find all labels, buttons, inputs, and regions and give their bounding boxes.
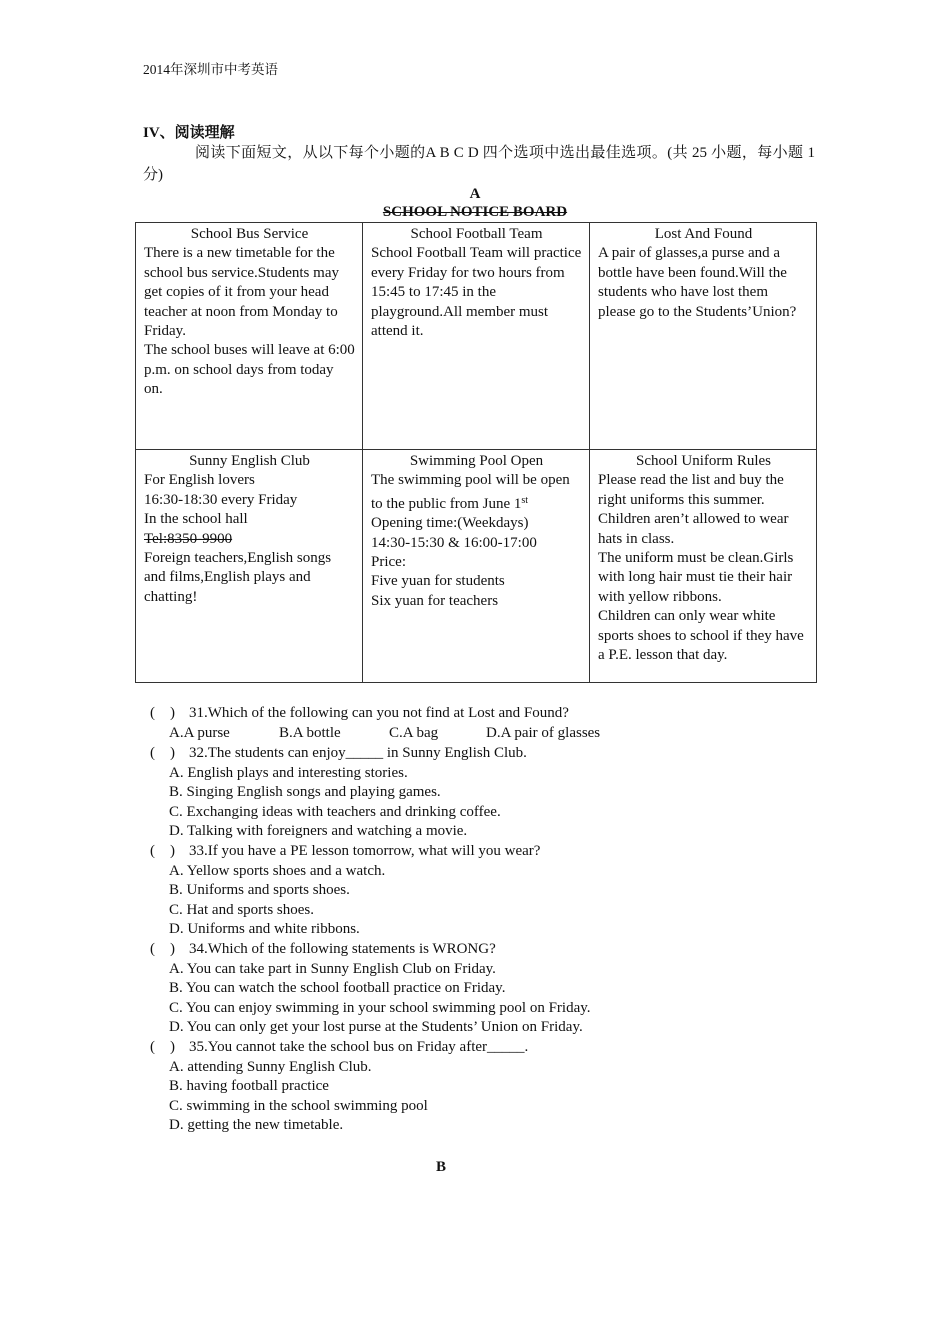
option-c: C. Hat and sports shoes. xyxy=(169,901,314,918)
notice-title: School Football Team xyxy=(410,226,543,242)
option-d: D. You can only get your lost purse at the Students’ Union on Friday. xyxy=(169,1019,583,1035)
notice-title: Lost And Found xyxy=(654,226,753,242)
pool-open-date: The swimming pool will be open to the public from June 1 xyxy=(371,472,570,512)
section-title: IV、阅读理解 xyxy=(143,125,235,141)
option-d: D.A pair of glasses xyxy=(486,725,601,741)
option-a: A. attending Sunny English Club. xyxy=(169,1058,372,1075)
option-d: D. Uniforms and white ribbons. xyxy=(169,921,360,937)
option-d: D. getting the new timetable. xyxy=(169,1117,344,1133)
stem-text: 32.The students can enjoy_____ in Sunny English Club. xyxy=(189,744,527,761)
club-telephone: Tel:8350-9900 xyxy=(144,530,233,547)
notice-text xyxy=(371,471,582,514)
next-passage-label: B xyxy=(436,1159,447,1175)
notice-uniform-rules xyxy=(590,450,817,683)
answer-blank[interactable]: ( ) xyxy=(150,940,175,957)
notice-bus xyxy=(136,223,363,450)
stem-text: 34.Which of the following statements is WRONG? xyxy=(189,940,496,957)
answer-blank[interactable]: ( ) xyxy=(150,1038,175,1055)
question-list xyxy=(150,703,600,1135)
notice-english-club xyxy=(136,450,363,683)
stem-text: 33.If you have a PE lesson tomorrow, what will you wear? xyxy=(189,842,541,859)
page-header: 2014年深圳市中考英语 xyxy=(143,62,278,77)
question-stem xyxy=(150,939,600,959)
notice-football xyxy=(363,223,590,450)
notice-title: Sunny English Club xyxy=(189,453,310,469)
notice-text: There is a new timetable for the school bus service.Students may get copies of it from your head teacher at noon from Monday to Friday. xyxy=(144,245,339,340)
notice-title: School Uniform Rules xyxy=(636,453,771,469)
notice-text: Opening time:(Weekdays) xyxy=(371,515,529,532)
notice-lost-found xyxy=(590,223,817,450)
option-c: C. You can enjoy swimming in your school swimming pool on Friday. xyxy=(169,999,591,1016)
answer-blank[interactable]: ( ) xyxy=(150,705,175,721)
notice-text: For English lovers xyxy=(144,472,255,489)
option-b: B. You can watch the school football practice on Friday. xyxy=(169,980,506,996)
question-stem xyxy=(150,1037,600,1057)
notice-text: Children can only wear white sports shoes to school if they have a P.E. lesson that day. xyxy=(598,608,804,664)
question-stem xyxy=(150,841,600,861)
notice-row xyxy=(136,223,817,450)
option-c: C. Exchanging ideas with teachers and drinking coffee. xyxy=(169,803,501,820)
notice-text: 14:30-15:30 & 16:00-17:00 xyxy=(371,534,537,551)
notice-row xyxy=(136,450,817,683)
answer-blank[interactable]: ( ) xyxy=(150,842,175,859)
notice-text: Six yuan for teachers xyxy=(371,592,499,609)
notice-text: Foreign teachers,English songs and films,English plays and chatting! xyxy=(144,550,332,605)
instructions: 阅读下面短文，从以下每个小题的A B C D 四个选项中选出最佳选项。(共 25 小题，每小题 1 分) xyxy=(143,145,815,183)
option-d: D. Talking with foreigners and watching a movie. xyxy=(169,823,468,839)
notice-title: School Bus Service xyxy=(190,226,309,242)
question-32 xyxy=(150,743,600,841)
notice-text: Price: xyxy=(371,554,406,571)
question-stem xyxy=(150,703,600,723)
notice-text: School Football Team will practice every Friday for two hours from 15:45 to 17:45 in the playground.All member must attend it. xyxy=(371,245,582,340)
notice-text: 16:30-18:30 every Friday xyxy=(144,491,298,508)
option-a: A. Yellow sports shoes and a watch. xyxy=(169,862,386,879)
question-34 xyxy=(150,939,600,1037)
question-stem xyxy=(150,743,600,763)
question-35 xyxy=(150,1037,600,1135)
option-b: B. Singing English songs and playing games. xyxy=(169,784,441,800)
notice-text: In the school hall xyxy=(144,511,248,528)
notice-text: Children aren’t allowed to wear hats in class. xyxy=(598,511,789,547)
notice-text: The uniform must be clean.Girls with long hair must tie their hair with yellow ribbons. xyxy=(598,550,794,605)
question-33 xyxy=(150,841,600,939)
notice-text: A pair of glasses,a purse and a bottle have been found.Will the students who have lost them please go to the Students’Union? xyxy=(598,245,797,320)
stem-text: 35.You cannot take the school bus on Friday after_____. xyxy=(189,1038,529,1055)
notice-title: Swimming Pool Open xyxy=(409,453,544,469)
notice-text: The school buses will leave at 6:00 p.m. on school days from today on. xyxy=(144,342,355,398)
option-b: B. having football practice xyxy=(169,1078,329,1094)
option-b: B.A bottle xyxy=(279,725,341,741)
option-a: A. English plays and interesting stories. xyxy=(169,764,408,781)
option-row xyxy=(150,723,600,743)
option-b: B. Uniforms and sports shoes. xyxy=(169,882,350,898)
option-a: A. You can take part in Sunny English Club on Friday. xyxy=(169,960,496,977)
option-c: C.A bag xyxy=(389,725,439,741)
answer-blank[interactable]: ( ) xyxy=(150,744,175,761)
notice-text: Five yuan for students xyxy=(371,573,505,590)
passage-label: A xyxy=(469,186,481,202)
notice-swimming-pool xyxy=(363,450,590,683)
date-suffix: st xyxy=(521,494,529,506)
option-a: A.A purse xyxy=(169,725,230,741)
question-31 xyxy=(150,703,600,743)
notice-board-table xyxy=(135,222,817,683)
option-c: C. swimming in the school swimming pool xyxy=(169,1097,428,1114)
stem-text: 31.Which of the following can you not find at Lost and Found? xyxy=(189,705,569,721)
notice-text: Please read the list and buy the right uniforms this summer. xyxy=(598,472,784,508)
board-title: SCHOOL NOTICE BOARD xyxy=(382,204,568,220)
